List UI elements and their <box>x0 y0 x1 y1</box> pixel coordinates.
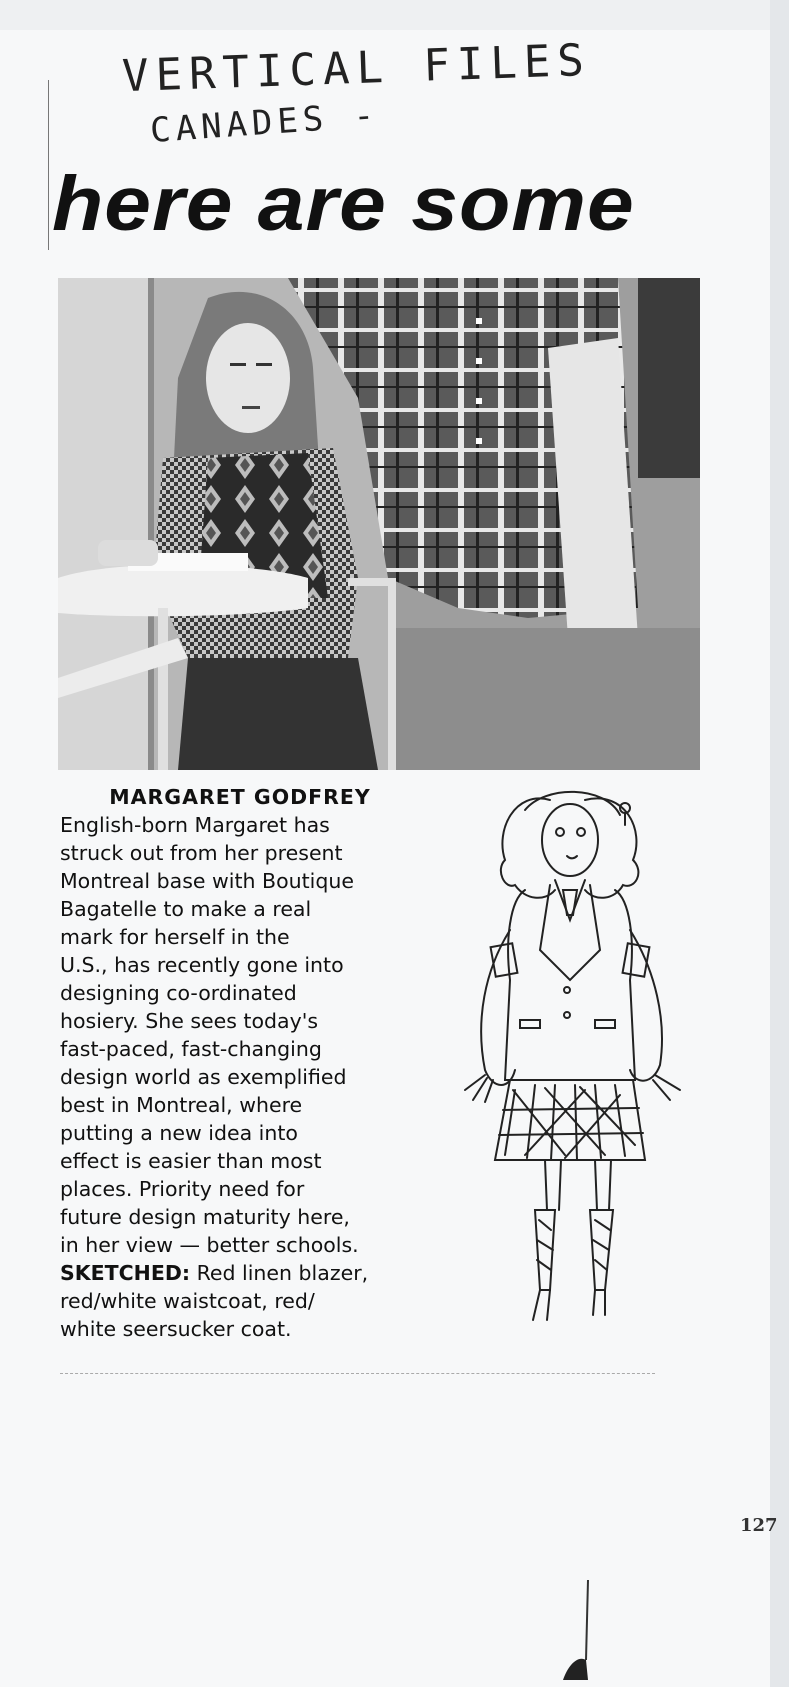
handwritten-line-1: VERTICAL FILES <box>121 34 592 103</box>
photo-caption <box>60 783 420 1343</box>
fashion-sketch <box>455 790 705 1330</box>
caption-body <box>60 811 420 1343</box>
handwritten-line-2: CANADES - <box>148 95 381 151</box>
page-mark: 127 <box>740 1515 778 1536</box>
portrait-photo <box>58 278 700 770</box>
handwritten-note <box>110 35 670 155</box>
scan-right-margin <box>770 0 789 1687</box>
sketched-description: Red linen blazer, red/white waistcoat, red/ white seersucker coat. <box>60 1261 369 1341</box>
photo-illustration <box>58 278 700 770</box>
section-divider <box>60 1373 655 1374</box>
sketched-label: SKETCHED: <box>60 1261 191 1285</box>
scan-top-margin <box>0 0 789 30</box>
designer-name: MARGARET GODFREY <box>109 785 371 809</box>
crop-mark <box>548 1580 608 1680</box>
caption-text: English-born Margaret has struck out from her present Montreal base with Boutique Bagatelle to make a real mark for herself in the U.S., has recently gone into designing co-ordinated hosiery. She sees today's fast-paced, fast-changing design world as exemplified best in Montreal, where putting a new idea into effect is easier than most places. Priority need for future design maturity here, in her view — better schools. <box>60 813 359 1257</box>
fashion-sketch-drawing <box>455 790 705 1330</box>
headline: here are some <box>52 162 635 245</box>
column-rule <box>48 80 49 250</box>
